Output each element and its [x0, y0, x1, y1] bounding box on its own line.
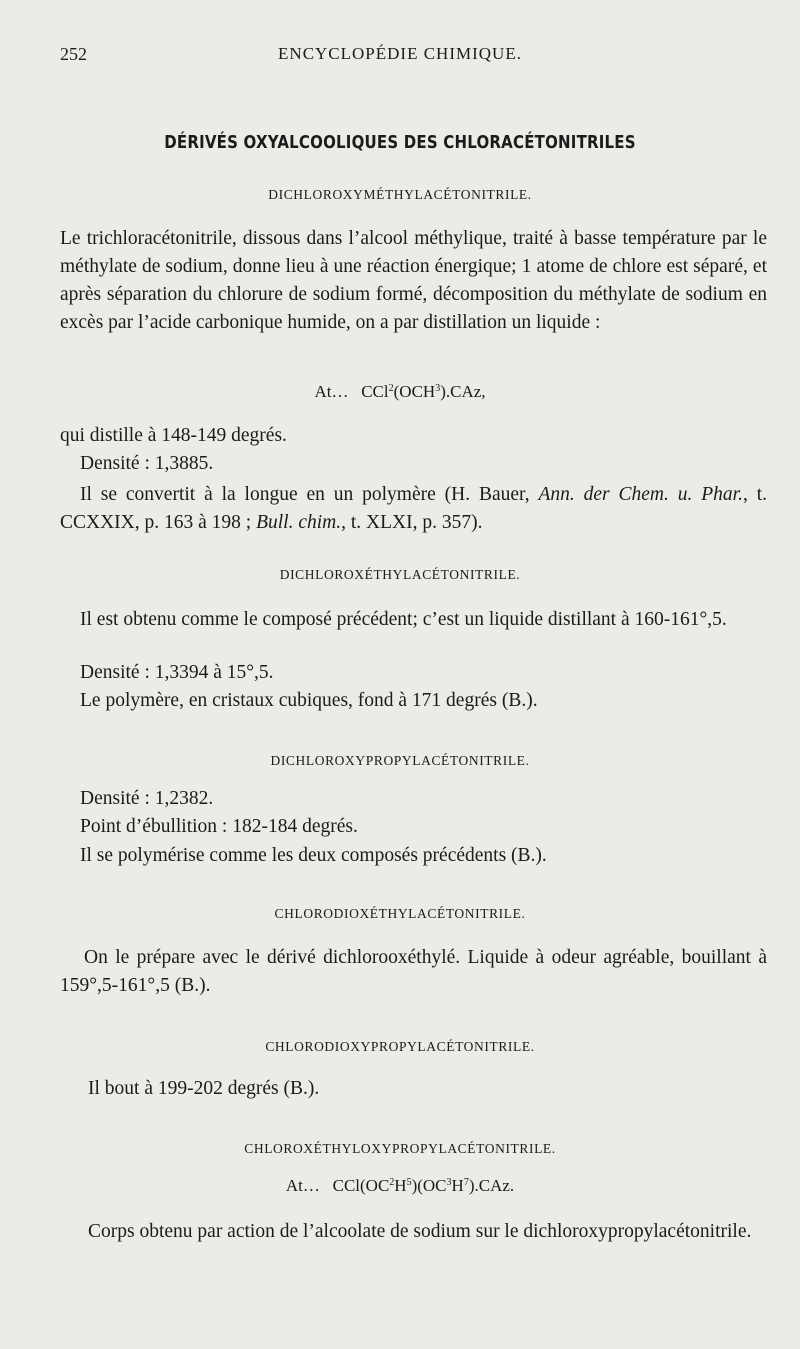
subheading-dichloroxypropylacetonitrile: DICHLOROXYPROPYLACÉTONITRILE. [270, 753, 530, 768]
text-run: , t. XLXI, p. 357). [341, 512, 483, 533]
subheading-chloroxethyloxypropylacetonitrile: CHLOROXÉTHYLOXYPROPYLACÉTONITRILE. [244, 1141, 556, 1156]
paragraph-obtained: Il est obtenu comme le composé précédent; c’est un liquide distillant à 160-161°,5. [80, 609, 727, 630]
subheading-chlorodioxethylacetonitrile: CHLORODIOXÉTHYLACÉTONITRILE. [274, 906, 526, 921]
citation-journal: Ann. der Chem. u. Phar. [538, 484, 743, 505]
boiling-point-line: Point d’ébullition : 182-184 degrés. [80, 816, 358, 837]
formula-1: At… CCl$^2$(OCH$^3$).CAz, [314, 382, 486, 401]
citation-journal: Bull. chim. [256, 512, 342, 533]
paragraph-obtained-by-action: Corps obtenu par action de l’alcoolate de sodium sur le dichloroxypropylacétonitrile. [88, 1221, 752, 1242]
formula-prefix: At… [285, 1176, 320, 1195]
text-run: Il se convertit à la longue en un polymère (H. Bauer, [80, 484, 539, 505]
subheading-chlorodioxypropylacetonitrile: CHLORODIOXYPROPYLACÉTONITRILE. [265, 1039, 535, 1054]
running-title: ENCYCLOPÉDIE CHIMIQUE. [278, 44, 522, 63]
subheading-dichloroxethylacetonitrile: DICHLOROXÉTHYLACÉTONITRILE. [279, 567, 521, 582]
formula-part: CCl [361, 382, 389, 401]
formula-part: CCl(OC [332, 1176, 390, 1195]
formula-2: At… $CCl(OC^2H^5)(OC^3H^7).CAz$. [285, 1176, 515, 1195]
boiling-line: Il bout à 199-202 degrés (B.). [88, 1078, 320, 1099]
section-title: DÉRIVÉS OXYALCOOLIQUES DES CHLORACÉTONITRILES [164, 131, 636, 153]
formula-part: H [394, 1176, 407, 1195]
paragraph-polymer [60, 481, 767, 537]
formula-part: (OCH [393, 382, 436, 401]
paragraph-prepare: On le prépare avec le dérivé dichlorooxéthylé. Liquide à odeur agréable, bouillant à 159°,5-161°,5 (B.). [60, 947, 767, 996]
formula-part: H [451, 1176, 464, 1195]
subheading-dichloroxymethylacetonitrile: DICHLOROXYMÉTHYLACÉTONITRILE. [268, 187, 532, 202]
paragraph-preparation: Le trichloracétonitrile, dissous dans l’alcool méthylique, traité à basse température par le méthylate de sodium, donne lieu à une réaction énergique; 1 atome de chlore est séparé, et après séparation du chlorure de sodium formé, décomposition du méthylate de sodium en excès par l’acide carbonique humide, on a par distillation un liquide : [60, 228, 767, 333]
density-line: Densité : 1,3394 à 15°,5. [80, 662, 274, 683]
formula-part: )(OC [411, 1176, 447, 1195]
density-line: Densité : 1,3885. [80, 453, 214, 474]
text-run: , t. CCXXIX, p. 163 à 198 ; [60, 484, 767, 533]
formula-part: ).CAz, [440, 382, 486, 401]
distill-line: qui distille à 148-149 degrés. [60, 425, 287, 446]
formula-prefix: At… [314, 382, 349, 401]
density-line: Densité : 1,2382. [80, 788, 214, 809]
polymerise-line: Il se polymérise comme les deux composés précédents (B.). [80, 845, 547, 866]
page-number: 252 [60, 44, 87, 64]
polymer-line: Le polymère, en cristaux cubiques, fond à 171 degrés (B.). [80, 690, 538, 711]
formula-part: ).CAz. [468, 1176, 515, 1195]
